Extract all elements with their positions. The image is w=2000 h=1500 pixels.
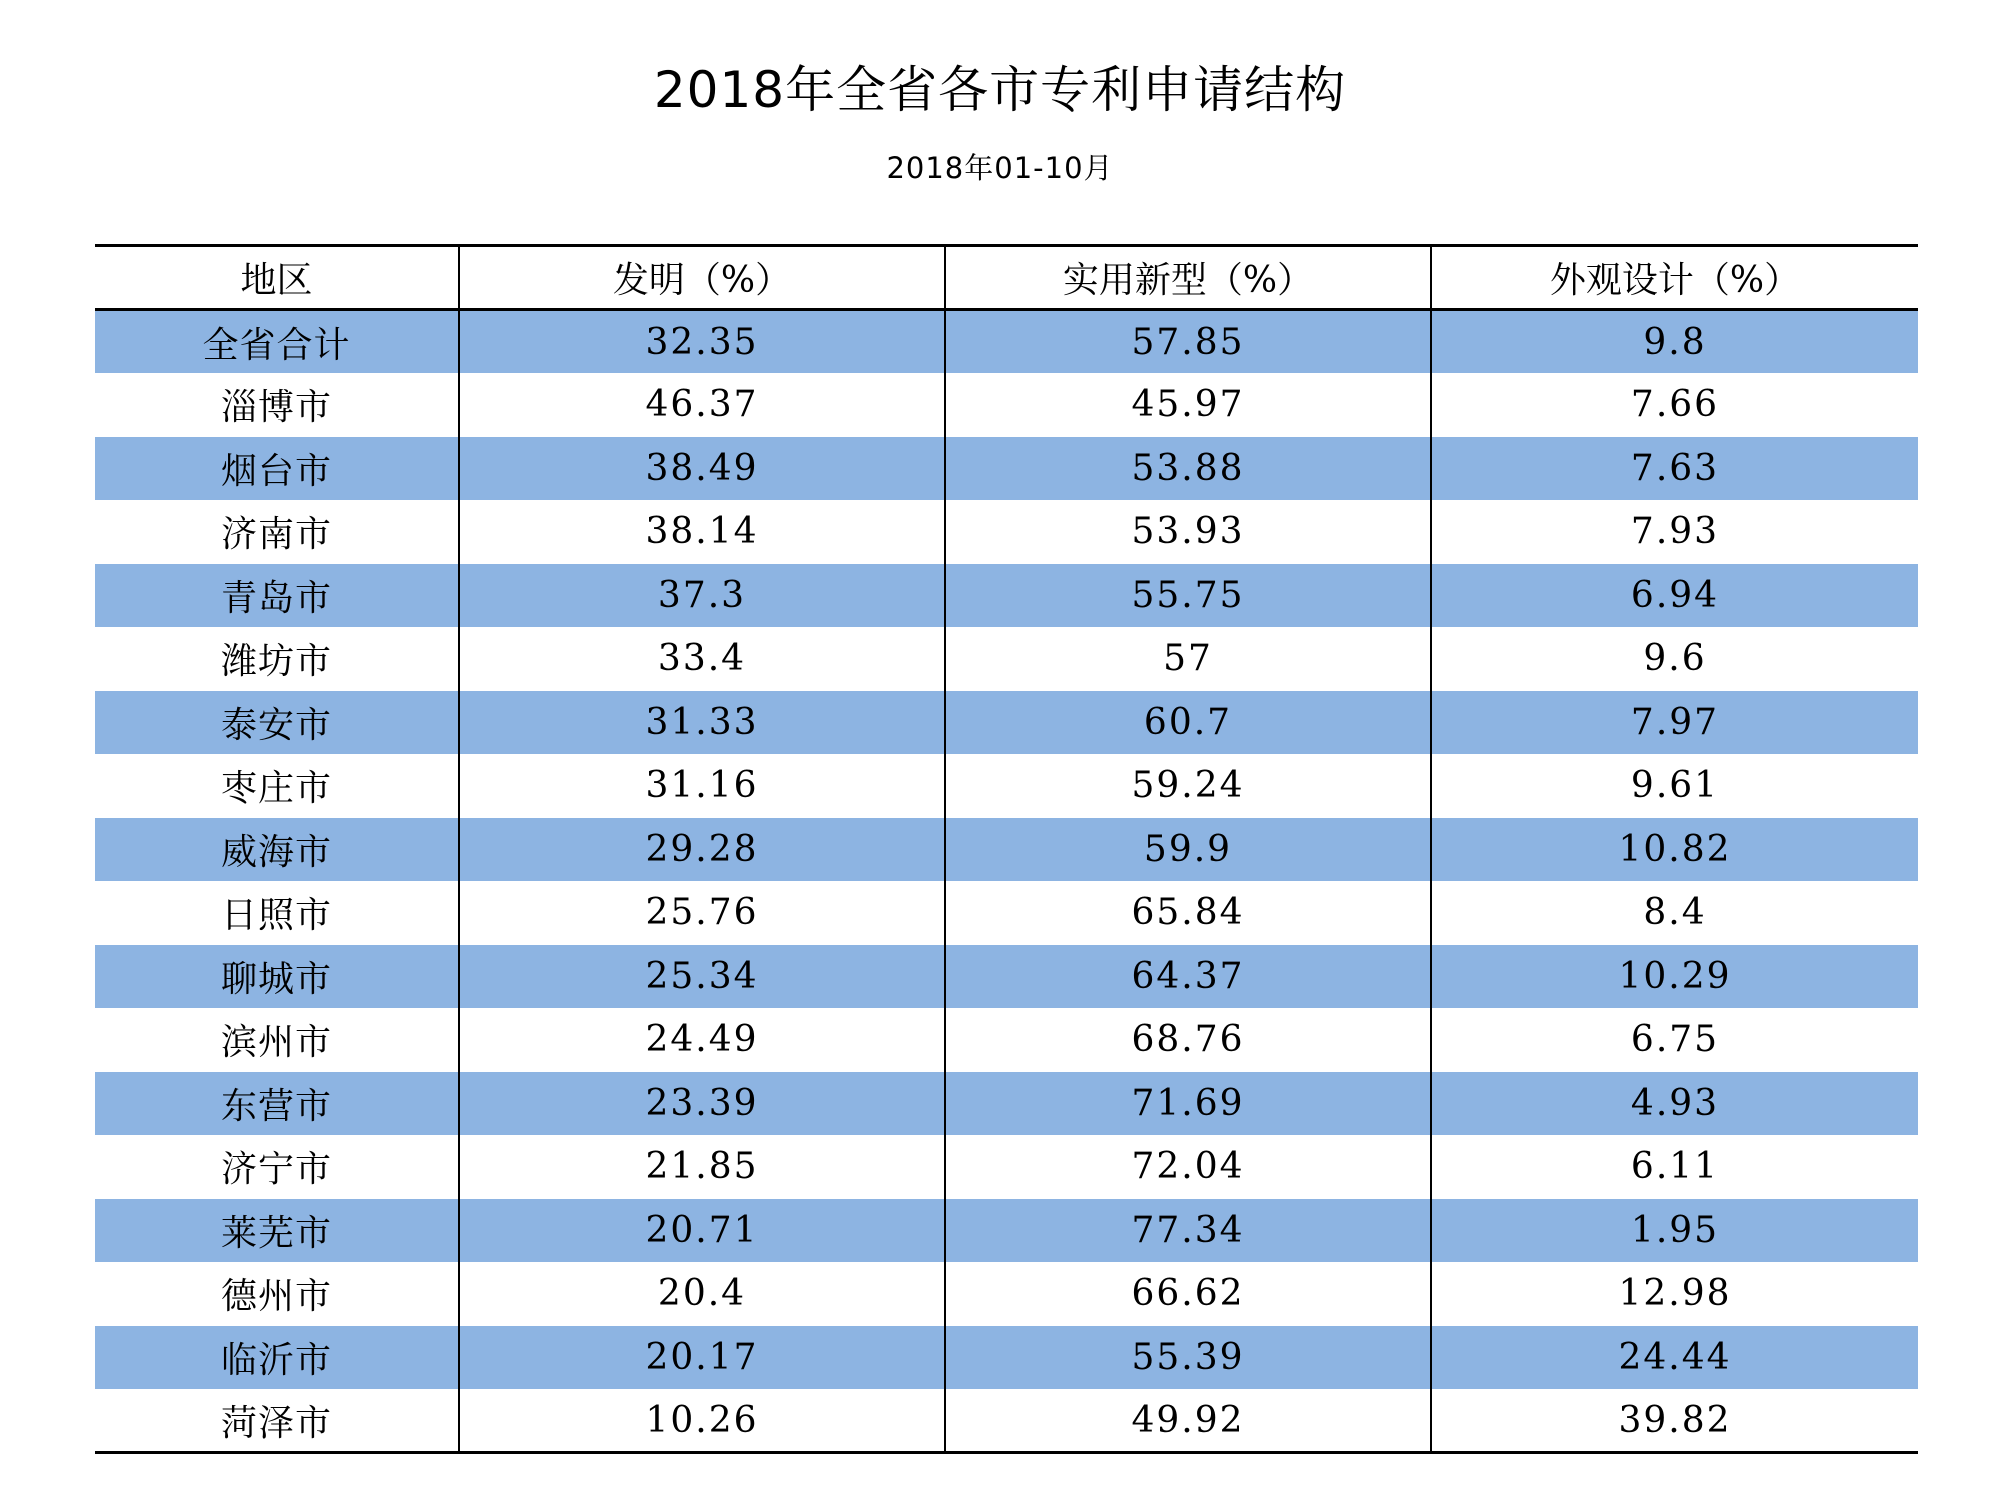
cell-design: 9.8 — [1431, 310, 1918, 374]
cell-invention: 31.16 — [459, 754, 945, 818]
table-row — [95, 1072, 1918, 1136]
cell-design: 12.98 — [1431, 1262, 1918, 1326]
table-header — [95, 246, 1918, 310]
column-header-utility-model: 实用新型（%） — [945, 246, 1431, 310]
cell-design: 10.82 — [1431, 818, 1918, 882]
cell-design: 8.4 — [1431, 881, 1918, 945]
cell-design: 10.29 — [1431, 945, 1918, 1009]
cell-region: 烟台市 — [95, 437, 459, 501]
cell-region: 聊城市 — [95, 945, 459, 1009]
cell-region: 临沂市 — [95, 1326, 459, 1390]
cell-utility-model: 45.97 — [945, 373, 1431, 437]
cell-utility-model: 59.9 — [945, 818, 1431, 882]
table-row — [95, 1135, 1918, 1199]
cell-utility-model: 53.93 — [945, 500, 1431, 564]
cell-invention: 10.26 — [459, 1389, 945, 1453]
table-row — [95, 1389, 1918, 1453]
cell-utility-model: 49.92 — [945, 1389, 1431, 1453]
table-row — [95, 500, 1918, 564]
page-subtitle: 2018年01-10月 — [886, 151, 1114, 185]
cell-design: 1.95 — [1431, 1199, 1918, 1263]
cell-region: 德州市 — [220, 1276, 332, 1318]
table-row — [95, 564, 1918, 628]
table-row — [95, 437, 1918, 501]
cell-invention: 32.35 — [459, 310, 945, 374]
cell-invention: 38.14 — [459, 500, 945, 564]
table-row — [95, 1199, 1918, 1263]
table-row — [95, 627, 1918, 691]
cell-utility-model: 72.04 — [945, 1135, 1431, 1199]
cell-design: 7.66 — [1431, 373, 1918, 437]
cell-design: 6.11 — [1431, 1135, 1918, 1199]
cell-utility-model: 71.69 — [945, 1072, 1431, 1136]
cell-invention: 29.28 — [459, 818, 945, 882]
column-header-region: 地区 — [95, 246, 459, 310]
header-row — [95, 246, 1918, 310]
patent-structure-table-container — [95, 244, 1918, 1454]
cell-design: 7.97 — [1431, 691, 1918, 755]
cell-invention: 20.71 — [459, 1199, 945, 1263]
cell-design: 7.63 — [1431, 437, 1918, 501]
cell-design: 9.6 — [1431, 627, 1918, 691]
cell-region: 菏泽市 — [95, 1389, 459, 1453]
cell-invention: 25.76 — [459, 881, 945, 945]
patent-structure-table — [95, 244, 1918, 1454]
cell-region: 威海市 — [95, 818, 459, 882]
table-row — [95, 754, 1918, 818]
cell-utility-model: 59.24 — [945, 754, 1431, 818]
cell-region: 枣庄市 — [220, 768, 332, 810]
table-row — [95, 1326, 1918, 1390]
cell-utility-model: 57 — [945, 627, 1431, 691]
table-row — [95, 373, 1918, 437]
table-body — [95, 310, 1918, 1453]
cell-region: 莱芜市 — [95, 1199, 459, 1263]
cell-design: 9.61 — [1431, 754, 1918, 818]
cell-utility-model: 55.75 — [945, 564, 1431, 628]
table-row — [95, 1262, 1918, 1326]
cell-region: 潍坊市 — [220, 641, 332, 683]
cell-utility-model: 55.39 — [945, 1326, 1431, 1390]
cell-utility-model: 66.62 — [945, 1262, 1431, 1326]
cell-utility-model: 68.76 — [945, 1008, 1431, 1072]
cell-region: 日照市 — [220, 895, 332, 937]
cell-invention: 21.85 — [459, 1135, 945, 1199]
table-row — [95, 691, 1918, 755]
cell-invention: 25.34 — [459, 945, 945, 1009]
table-row — [95, 818, 1918, 882]
cell-region: 东营市 — [95, 1072, 459, 1136]
column-header-design: 外观设计（%） — [1431, 246, 1918, 310]
cell-invention: 31.33 — [459, 691, 945, 755]
cell-utility-model: 77.34 — [945, 1199, 1431, 1263]
table-row — [95, 1008, 1918, 1072]
cell-design: 7.93 — [1431, 500, 1918, 564]
cell-design: 24.44 — [1431, 1326, 1918, 1390]
cell-utility-model: 60.7 — [945, 691, 1431, 755]
cell-utility-model: 64.37 — [945, 945, 1431, 1009]
column-header-invention: 发明（%） — [459, 246, 945, 310]
cell-invention: 37.3 — [459, 564, 945, 628]
cell-region: 滨州市 — [220, 1022, 332, 1064]
page-title: 2018年全省各市专利申请结构 — [653, 61, 1347, 119]
cell-region: 青岛市 — [95, 564, 459, 628]
cell-utility-model: 57.85 — [945, 310, 1431, 374]
cell-invention: 38.49 — [459, 437, 945, 501]
cell-region: 济南市 — [220, 514, 332, 556]
cell-utility-model: 65.84 — [945, 881, 1431, 945]
cell-region: 济宁市 — [220, 1149, 332, 1191]
cell-invention: 24.49 — [459, 1008, 945, 1072]
cell-region: 全省合计 — [95, 310, 459, 374]
cell-utility-model: 53.88 — [945, 437, 1431, 501]
table-row — [95, 310, 1918, 374]
cell-invention: 20.4 — [459, 1262, 945, 1326]
table-row — [95, 945, 1918, 1009]
cell-region: 淄博市 — [220, 387, 332, 429]
cell-design: 4.93 — [1431, 1072, 1918, 1136]
cell-invention: 23.39 — [459, 1072, 945, 1136]
cell-region: 泰安市 — [95, 691, 459, 755]
table-row — [95, 881, 1918, 945]
cell-design: 39.82 — [1431, 1389, 1918, 1453]
cell-invention: 20.17 — [459, 1326, 945, 1390]
cell-design: 6.94 — [1431, 564, 1918, 628]
cell-invention: 46.37 — [459, 373, 945, 437]
cell-design: 6.75 — [1431, 1008, 1918, 1072]
cell-invention: 33.4 — [459, 627, 945, 691]
